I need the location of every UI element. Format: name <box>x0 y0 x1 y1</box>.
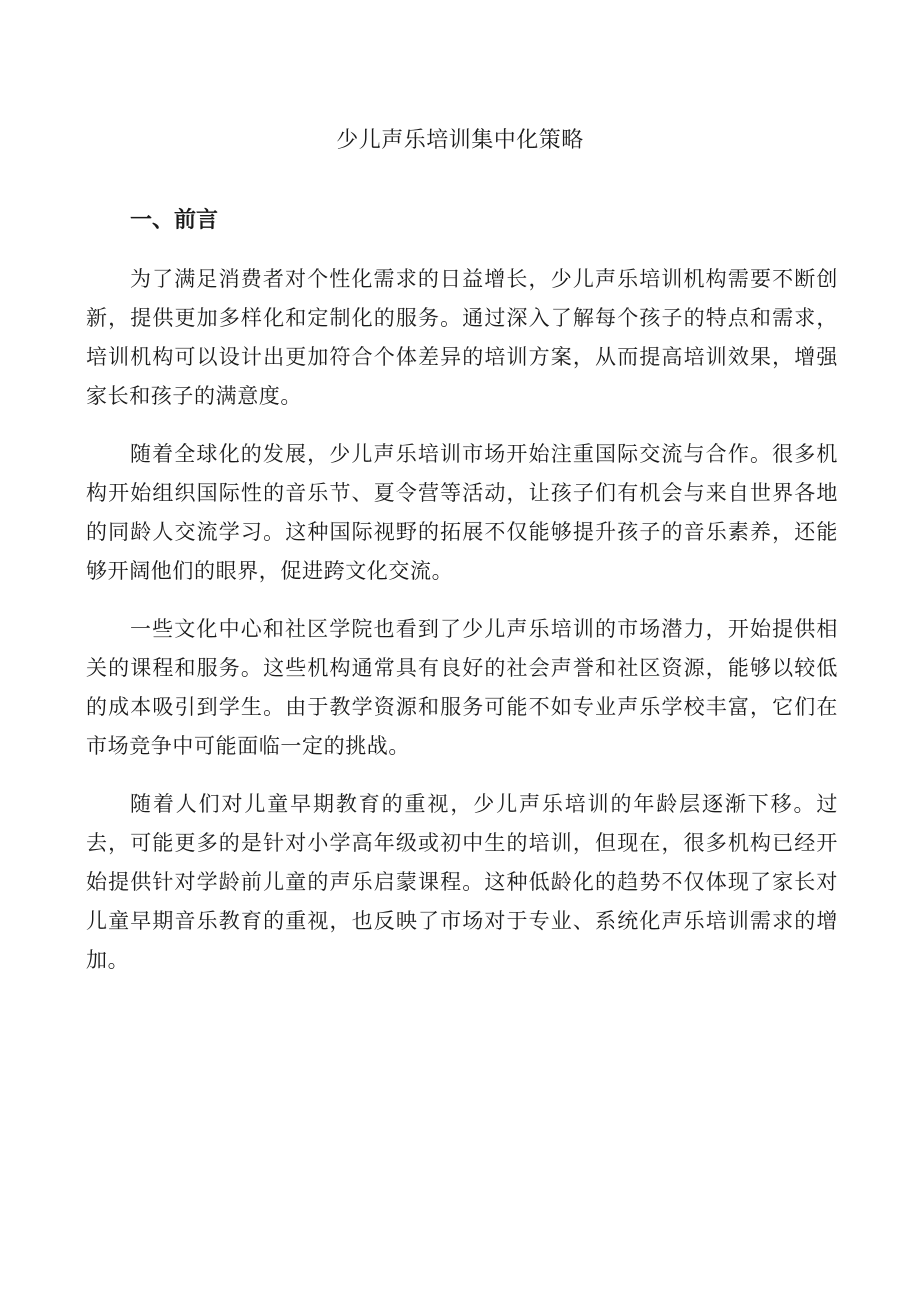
paragraph-2: 随着全球化的发展，少儿声乐培训市场开始注重国际交流与合作。很多机构开始组织国际性的音乐节、夏令营等活动，让孩子们有机会与来自世界各地的同龄人交流学习。这种国际视野的拓展不仅能够提升孩子的音乐素养，还能够开阔他们的眼界，促进跨文化交流。 <box>86 442 838 583</box>
section-heading-preface: 一、前言 <box>130 208 219 233</box>
paragraph-3: 一些文化中心和社区学院也看到了少儿声乐培训的市场潜力，开始提供相关的课程和服务。这些机构通常具有良好的社会声誉和社区资源，能够以较低的成本吸引到学生。由于教学资源和服务可能不如专业声乐学校丰富，它们在市场竞争中可能面临一定的挑战。 <box>86 617 838 758</box>
document-title: 少儿声乐培训集中化策略 <box>336 128 584 153</box>
paragraph-1: 为了满足消费者对个性化需求的日益增长，少儿声乐培训机构需要不断创新，提供更加多样化和定制化的服务。通过深入了解每个孩子的特点和需求，培训机构可以设计出更加符合个体差异的培训方案，从而提高培训效果，增强家长和孩子的满意度。 <box>86 267 838 408</box>
document-body <box>86 260 838 999</box>
paragraph-4: 随着人们对儿童早期教育的重视，少儿声乐培训的年龄层逐渐下移。过去，可能更多的是针对小学高年级或初中生的培训，但现在，很多机构已经开始提供针对学龄前儿童的声乐启蒙课程。这种低龄化的趋势不仅体现了家长对儿童早期音乐教育的重视，也反映了市场对于专业、系统化声乐培训需求的增加。 <box>86 792 838 972</box>
